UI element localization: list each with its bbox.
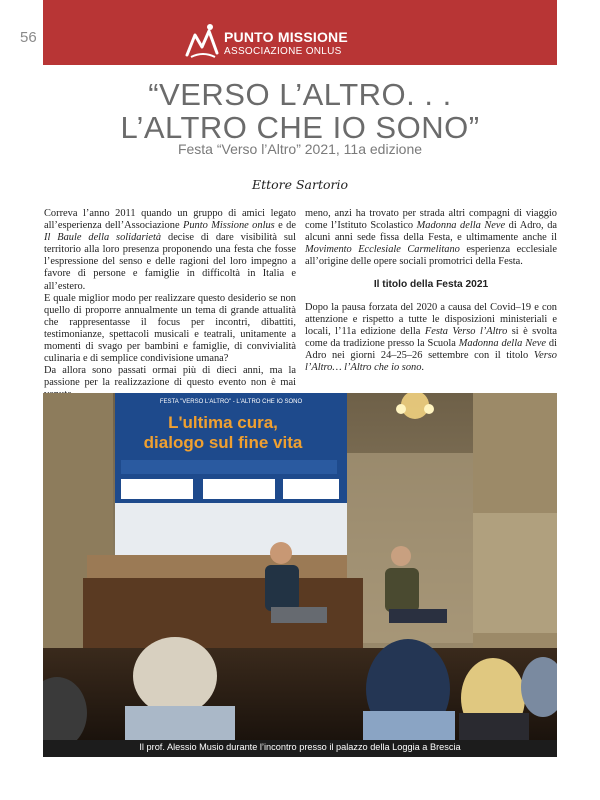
brand-name: PUNTO MISSIONE [224, 29, 348, 45]
screen-top-text: FESTA "VERSO L'ALTRO" - L'ALTRO CHE IO SONO [159, 399, 303, 405]
text-span: meno, anzi ha trovato per strada altri compagni di viaggio come l’Istituto Scolastico [305, 208, 557, 232]
text-span: . [421, 362, 425, 374]
text-span: Dopo la pausa forzata del 2020 a causa del Covid–19 e con attenzione e rispetto a tutte le disposizioni ministeriali e locali, l’11a edizione della [305, 301, 557, 337]
text-span: Punto Missione onlus [182, 220, 275, 232]
photo-caption: Il prof. Alessio Musio durante l’incontro presso il palazzo della Loggia a Brescia [139, 742, 461, 752]
text-span: Festa Verso l’Altro [424, 325, 508, 337]
article-subtitle: Festa “Verso l’Altro” 2021, 11a edizione [177, 141, 423, 157]
text-span: di Adro, da alcuni anni sede fissa della Festa, e ultimamente anche il [305, 220, 558, 244]
page-number: 56 [20, 29, 37, 46]
paragraph-intro [44, 208, 296, 293]
screen-title-line2: dialogo sul fine vita [143, 433, 303, 452]
text-span: esperienza ecclesiale all’origine delle opere sociali promotrici della Festa. [305, 244, 557, 268]
brand-subtitle: ASSOCIAZIONE ONLUS [224, 46, 342, 57]
screen-title-line1: L'ultima cura, [168, 413, 278, 432]
text-span: Correva l’anno 2011 quando un gruppo di amici legato all’esperienza dell’Associazione [44, 208, 296, 232]
paragraph-theme: E quale miglior modo per realizzare questo desiderio se non quello di proporre annualmente un tema di grande attualità che rappresentasse il focus per incontri, dibattiti, testimonianze, spettacoli musicali e teatrali, unitamente a momenti di svago per bambini e famiglie, di convivialità culinaria e di semplice condivisione umana? [44, 292, 296, 365]
punto-missione-logo-icon [183, 21, 223, 61]
text-span: Verso l’Altro… l’Altro che io sono [305, 349, 557, 374]
text-span: Il Baule della solidarietà [44, 232, 162, 244]
paragraph-edition [305, 302, 557, 375]
paragraph-years: Da allora sono passati ormai più di dieci anni, ma la passione per la realizzazione di questo evento non è mai [44, 365, 296, 389]
text-span: e de [274, 220, 296, 232]
article-title-line2: L’ALTRO CHE IO SONO” [120, 110, 480, 145]
left-text-column [44, 208, 296, 402]
text-span: si è svolta come da tradizione presso la Scuola [305, 325, 557, 349]
article-author: Ettore Sartorio [251, 177, 349, 192]
section-heading: Il titolo della Festa 2021 [373, 279, 489, 291]
text-span: Movimento Ecclesiale Carmelitano [305, 244, 460, 256]
right-text-column [305, 208, 557, 374]
event-photo [43, 393, 557, 742]
text-span: Madonna della Neve [416, 220, 506, 232]
paragraph-partners [305, 208, 557, 268]
text-span: decise di dare visibilità sul territorio alla loro presenza proponendo una festa che fosse l’espressione del senso e delle ragioni del loro impegno a favore di persone e famiglie in difficoltà in Italia e all’estero. [44, 232, 297, 292]
text-span: Madonna della Neve [458, 337, 546, 349]
projection-screen [115, 393, 347, 503]
text-span: di Adro nei giorni 24–25–26 settembre con il titolo [305, 337, 557, 361]
article-title-line1: “VERSO L’ALTRO. . . [148, 77, 452, 112]
